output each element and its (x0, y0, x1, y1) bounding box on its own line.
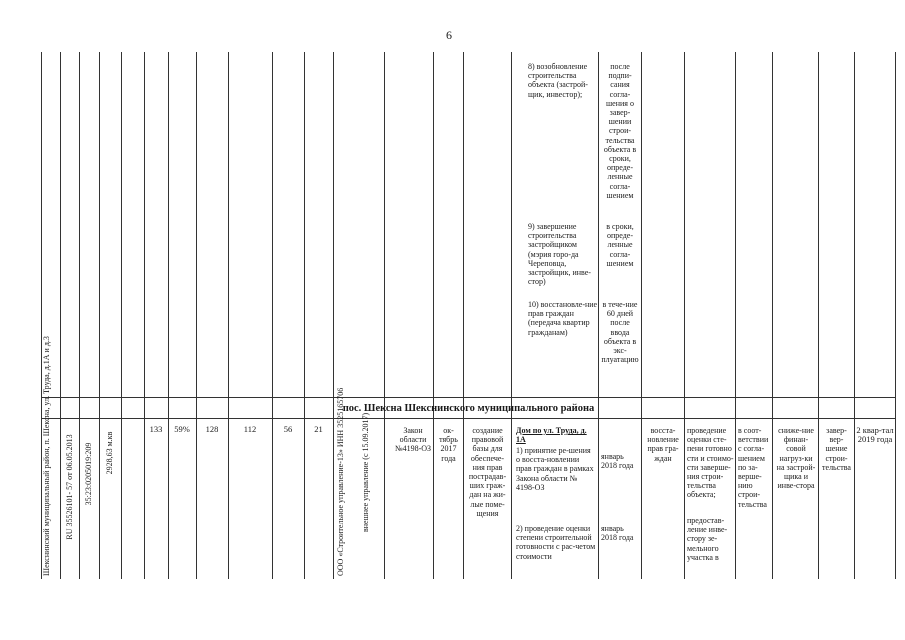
grid-line (684, 52, 685, 579)
grid-line (168, 52, 169, 579)
law-cell: Закон области №4198-ОЗ (394, 426, 432, 454)
grid-line (333, 52, 334, 579)
count-4: 56 (283, 424, 293, 434)
management-cell: внешнее управление (с 15.09.2017) (361, 412, 370, 532)
grid-line (41, 397, 896, 398)
assessment-a: проведение оценки сте-пени готовно сти и стоимо-сти заверше-ния строи-тельства объекта; (687, 426, 734, 500)
step-10-term: в тече-ние 60 дней после ввода объекта в экс-плуатацию (601, 300, 639, 365)
grid-line (433, 52, 434, 579)
grid-line (41, 418, 896, 419)
page-number: 6 (446, 28, 452, 42)
completion-cell: завер-вер-шение строи-тельства (822, 426, 851, 472)
goal-cell: создание правовой базы для обеспече-ния прав пострадав-ших граж-дан на жи-лые поме-щения (468, 426, 507, 518)
house-step-2: 2) проведение оценки степени строительной готовности с рас-четом стоимости (516, 524, 596, 561)
developer-cell: ООО «Строительное управление-13» ИНН 3525165706 (336, 387, 345, 576)
step-8-action: 8) возобновление строительства объекта (застрой-щик, инвестор); (528, 62, 588, 99)
grid-line (772, 52, 773, 579)
grid-line (818, 52, 819, 579)
permit-cell: RU 35526101- 57 от 06.05.2013 (65, 434, 74, 540)
date-cell: ок-тябрь 2017 года (439, 426, 458, 463)
grid-line (99, 52, 100, 579)
section-title: пос. Шексна Шекснинского муниципального района (342, 403, 595, 414)
step-9-term: в сроки, опреде-ленные согла-шением (606, 222, 634, 268)
assessment-b: предостав-ление инве-стору зе-мельного участка в (687, 516, 728, 562)
count-5: 21 (314, 424, 323, 434)
step-8-term: после подпи-сания согла-шения о завер-шении строи-тельства объекта в сроки, опреде-ленные согла-шением (603, 62, 637, 200)
grid-line (511, 52, 512, 579)
grid-line (384, 52, 385, 579)
count-1: 133 (149, 424, 163, 434)
document-table (41, 52, 896, 579)
grid-line (598, 52, 599, 579)
deadline-cell: 2 квар-тал 2019 года (856, 425, 894, 445)
agreement-cell: в соот-ветствии с согла-шением по за-верше-нию строи-тельства (738, 426, 769, 509)
grid-line (854, 52, 855, 579)
house-title (516, 426, 596, 444)
cadastral-cell: 35:23:0205019:209 (84, 442, 93, 506)
grid-line (304, 52, 305, 579)
grid-line (463, 52, 464, 579)
grid-line (121, 52, 122, 579)
grid-line (641, 52, 642, 579)
burden-cell: сниже-ние финан-совой нагруз-ки на застрой-щика и инве-стора (776, 426, 816, 491)
area-cell: 2928,63 м.кв (105, 431, 114, 475)
grid-line (228, 52, 229, 579)
result-cell: восста-новление прав гра-ждан (647, 426, 679, 463)
percent: 59% (174, 424, 190, 434)
house-step-1: 1) принятие ре-шения о восста-новлении прав граждан в рамках Закона области № 4198-ОЗ (516, 446, 594, 492)
step-9-action: 9) завершение строительства застройщиком (мэрия горо-да Череповца, застройщик, инве-стор) (528, 222, 591, 287)
grid-line (272, 52, 273, 579)
grid-line (79, 52, 80, 579)
grid-line (60, 52, 61, 579)
term-1: январь 2018 года (601, 452, 634, 471)
term-2: январь 2018 года (601, 524, 634, 543)
count-2: 128 (205, 424, 219, 434)
step-10-action: 10) восстановле-ние прав граждан (передача квартир гражданам) (528, 300, 598, 337)
grid-line (735, 52, 736, 579)
house-title-text: Дом по ул. Труда, д. 1А (516, 426, 587, 445)
grid-line (144, 52, 145, 579)
address-cell: Шекснинский муниципальный район, п. Шексна, ул. Труда, д.1А и д.3 (42, 336, 51, 576)
grid-line (895, 52, 896, 579)
count-3: 112 (243, 424, 257, 434)
grid-line (196, 52, 197, 579)
